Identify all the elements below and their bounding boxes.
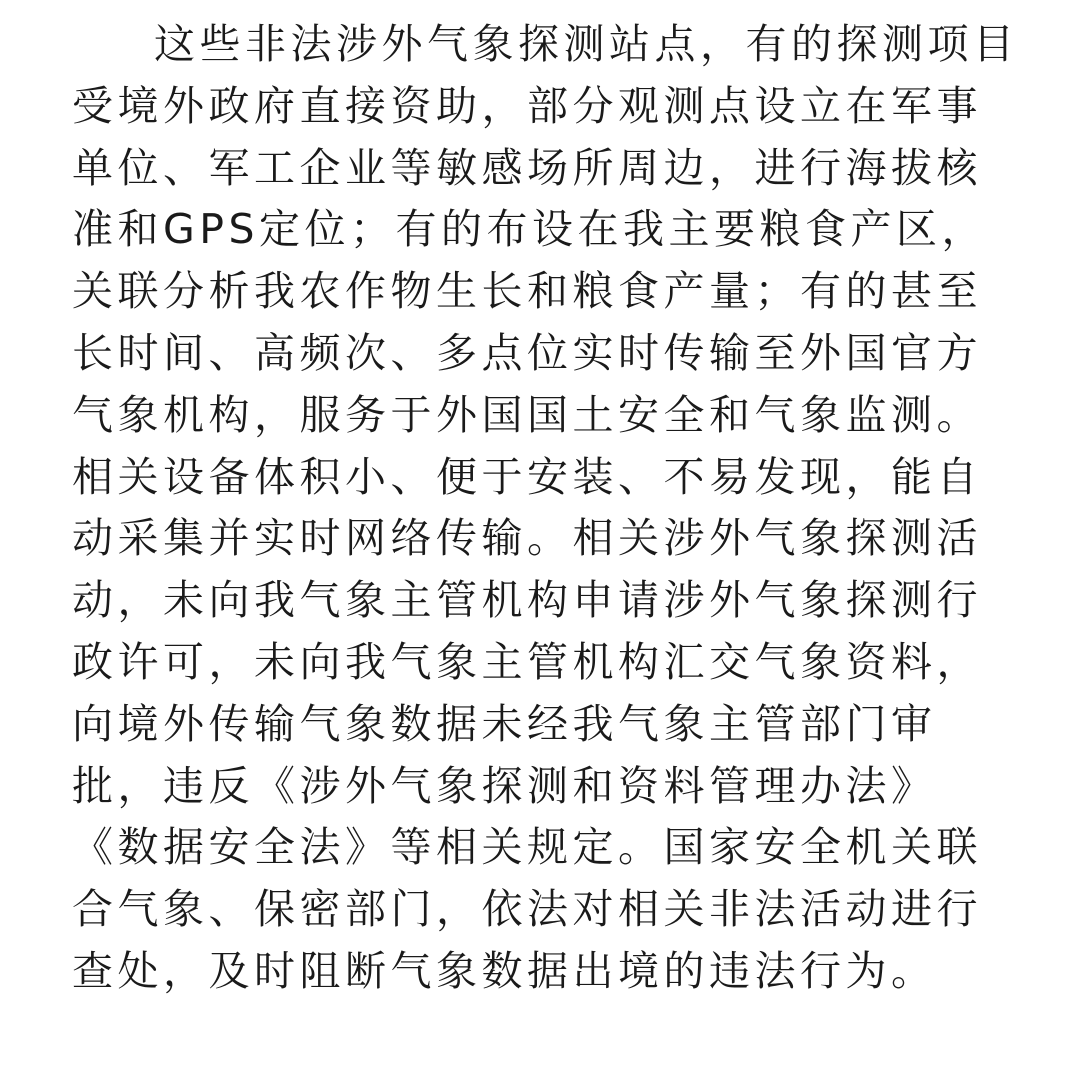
paragraph-line-3: 单位、军工企业等敏感场所周边，进行海拔核: [72, 143, 982, 192]
paragraph-line-11: 政许可，未向我气象主管机构汇交气象资料，: [72, 637, 982, 686]
paragraph-line-2: 受境外政府直接资助，部分观测点设立在军事: [72, 81, 982, 130]
paragraph-line-14: 《数据安全法》等相关规定。国家安全机关联: [72, 823, 982, 872]
paragraph-line-16: 查处，及时阻断气象数据出境的违法行为。: [72, 946, 937, 995]
paragraph-line-13: 批，违反《涉外气象探测和资料管理办法》: [72, 761, 937, 810]
paragraph-line-15: 合气象、保密部门，依法对相关非法活动进行: [72, 885, 982, 934]
article-paragraph: [72, 14, 1022, 1003]
paragraph-line-12: 向境外传输气象数据未经我气象主管部门审: [72, 699, 937, 748]
paragraph-line-9: 动采集并实时网络传输。相关涉外气象探测活: [72, 514, 982, 563]
paragraph-line-4: 准和GPS定位；有的布设在我主要粮食产区，: [72, 205, 988, 254]
paragraph-line-7: 气象机构，服务于外国国土安全和气象监测。: [72, 390, 982, 439]
paragraph-line-1: 这些非法涉外气象探测站点，有的探测项目: [154, 20, 1019, 68]
paragraph-line-5: 关联分析我农作物生长和粮食产量；有的甚至: [72, 267, 982, 316]
paragraph-line-10: 动，未向我气象主管机构申请涉外气象探测行: [72, 576, 982, 625]
paragraph-line-6: 长时间、高频次、多点位实时传输至外国官方: [72, 328, 982, 377]
paragraph-line-8: 相关设备体积小、便于安装、不易发现，能自: [72, 452, 982, 501]
